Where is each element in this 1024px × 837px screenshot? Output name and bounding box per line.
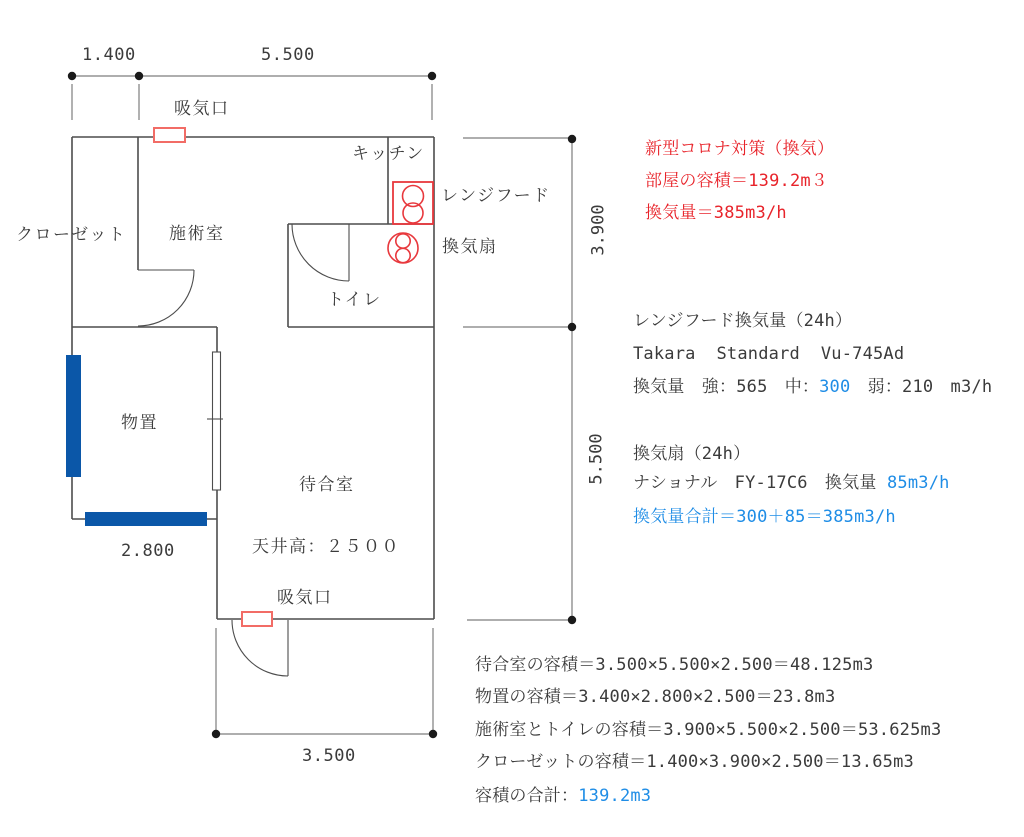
blue-bar-vertical (66, 355, 81, 477)
fan-title: 換気扇（24h） (633, 444, 751, 464)
dim-dot (212, 730, 220, 738)
dim-closet-width: 1.400 (82, 45, 136, 65)
dim-dot (429, 730, 437, 738)
covid-ventilation: 換気量＝385m3/h (645, 203, 787, 223)
dim-top-width: 5.500 (261, 45, 315, 65)
kitchen-label: キッチン (352, 144, 425, 163)
air-intake-bottom-icon (242, 612, 272, 626)
equipment-symbols (388, 182, 433, 263)
vent-fan-icon-inner (396, 248, 410, 262)
waiting-label: 待合室 (299, 475, 355, 494)
doors (138, 224, 349, 676)
volume-treatment-toilet: 施術室とトイレの容積＝3.900×5.500×2.500＝53.625m3 (475, 720, 942, 740)
fan-total: 換気量合計＝300＋85＝385m3/h (633, 507, 896, 527)
blue-bars (66, 355, 207, 526)
dim-storage-width: 2.800 (121, 541, 175, 561)
treatment-door-swing-arc (138, 270, 194, 326)
rate-suffix: 弱：210 m3/h (850, 377, 993, 397)
range-hood-label: レンジフード (441, 186, 551, 205)
window-frame (213, 352, 221, 490)
volume-waiting: 待合室の容積＝3.500×5.500×2.500＝48.125m3 (475, 655, 874, 675)
dimension-lines (72, 76, 572, 734)
toilet-label: トイレ (327, 290, 382, 309)
range-hood-model: Takara Standard Vu-745Ad (633, 344, 905, 364)
range-hood-title: レンジフード換気量（24h） (633, 311, 853, 331)
dim-right-lower: 5.500 (586, 433, 607, 485)
air-intake-top-icon (154, 128, 185, 142)
dim-dot (568, 135, 576, 143)
fan-model-prefix: ナショナル FY-17C6 換気量 (633, 473, 887, 493)
entrance-door-swing-arc (232, 620, 288, 676)
dim-bottom-width: 3.500 (302, 746, 356, 766)
vent-fan-icon-inner (396, 234, 410, 248)
volume-total-value: 139.2m3 (578, 786, 652, 806)
volume-storage: 物置の容積＝3.400×2.800×2.500＝23.8m3 (475, 687, 836, 707)
dim-right-upper: 3.900 (588, 204, 609, 256)
fan-rate-value: 85m3/h (886, 473, 950, 493)
intake-top-label: 吸気口 (174, 99, 230, 118)
covid-room-volume: 部屋の容積＝139.2m３ (645, 171, 829, 191)
dimension-dots (68, 72, 576, 738)
rate-mid-value: 300 (819, 377, 851, 397)
range-hood-rates (633, 377, 992, 397)
volume-total-prefix: 容積の合計： (475, 786, 579, 806)
window (207, 352, 223, 490)
dim-dot (568, 616, 576, 624)
fan-model (633, 473, 950, 493)
toilet-door-swing-arc (292, 224, 349, 281)
blue-bar-horizontal (85, 512, 207, 526)
dim-dot (568, 323, 576, 331)
ceiling-height-label: 天井高：２５００ (252, 537, 400, 556)
vent-fan-label: 換気扇 (442, 237, 498, 256)
dim-dot (428, 72, 436, 80)
dim-dot (68, 72, 76, 80)
closet-label: クローゼット (16, 225, 127, 244)
dim-dot (135, 72, 143, 80)
volume-closet: クローゼットの容積＝1.400×3.900×2.500＝13.65m3 (475, 752, 914, 772)
rate-prefix: 換気量 強：565 中： (633, 377, 820, 397)
covid-title: 新型コロナ対策（換気） (645, 139, 835, 159)
storage-label: 物置 (121, 413, 158, 432)
volume-total (475, 786, 651, 806)
intake-bottom-label: 吸気口 (277, 588, 333, 607)
treatment-label: 施術室 (169, 224, 225, 243)
